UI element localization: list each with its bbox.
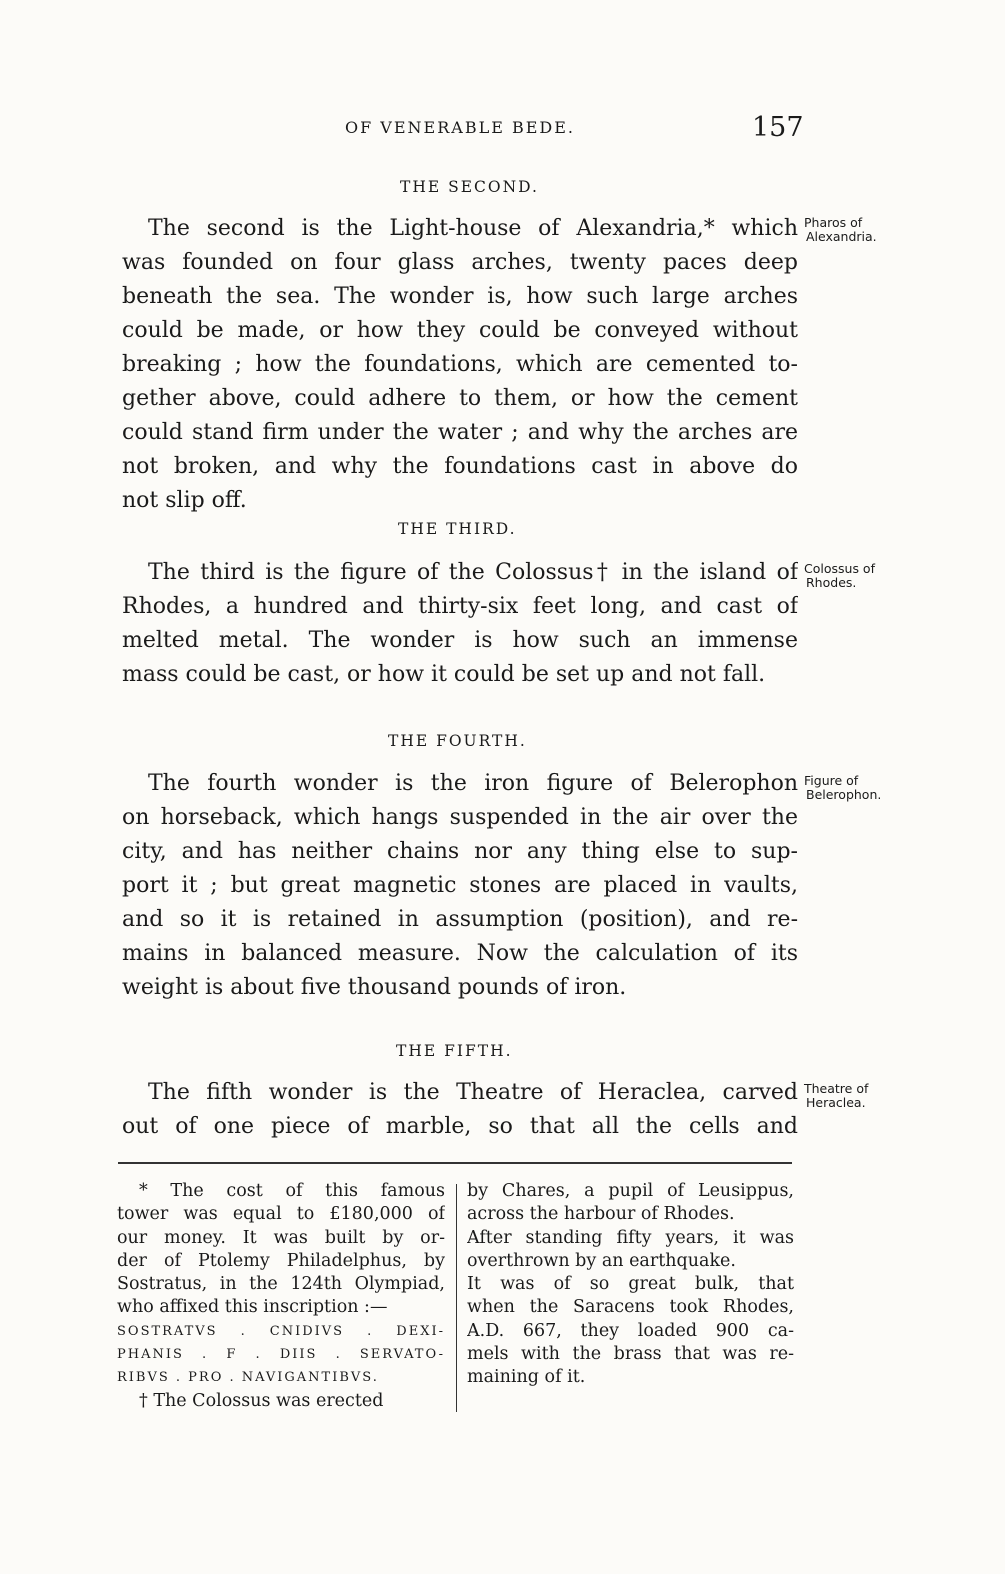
footnote-line: † The Colossus was erected [139,1390,384,1411]
marginal-note-line: Alexandria. [806,229,877,244]
text-line: port it ; but great magnetic stones are placed in vaults, [122,873,798,898]
text-line: breaking ; how the foundations, which are cemented to- [122,352,798,377]
marginal-note-line: Pharos of [804,215,863,230]
footnotes-right-column [467,1180,794,1390]
text-line: city, and has neither chains nor any thing else to sup- [122,839,798,864]
text-line: Rhodes, a hundred and thirty-six feet long, and cast of [122,594,798,619]
footnote-line: After standing fifty years, it was [467,1227,794,1248]
footnote-line: who affixed this inscription :— [117,1297,388,1318]
section-heading-fourth: THE FOURTH. [388,732,527,750]
footnote-line: It was of so great bulk, that [467,1274,794,1295]
paragraph-fifth [122,1076,798,1144]
marginal-note-line: Theatre of [804,1081,869,1096]
marginal-note-colossus [804,562,875,590]
running-title: OF VENERABLE BEDE. [345,118,575,137]
section-heading-fifth: THE FIFTH. [396,1042,513,1060]
text-line: The third is the figure of the Colossus† in the island of [148,560,798,585]
footnote-inscription-line: PHANIS . F . DIIS . SERVATO- [117,1347,445,1363]
footnote-line: across the harbour of Rhodes. [467,1204,735,1225]
text-line: could be made, or how they could be conveyed without [122,318,798,343]
footnote-line: maining of it. [467,1367,586,1388]
footnote-line: der of Ptolemy Philadelphus, by [117,1250,445,1271]
paragraph-fourth [122,767,798,1005]
paragraph-third [122,556,798,692]
text-line: The second is the Light-house of Alexandria,* which [148,216,798,241]
footnote-inscription-line: SOSTRATVS . CNIDIVS . DEXI- [117,1323,445,1339]
text-line: melted metal. The wonder is how such an immense [122,628,798,653]
text-line: beneath the sea. The wonder is, how such large arches [122,284,798,309]
footnotes-left-column [117,1180,445,1413]
section-heading-third: THE THIRD. [398,520,517,538]
text-line: not broken, and why the foundations cast in above do [122,454,798,479]
text-line: not slip off. [122,488,247,513]
footnote-line: overthrown by an earthquake. [467,1250,736,1271]
text-line: gether above, could adhere to them, or how the cement [122,386,798,411]
footnote-rule [118,1162,792,1164]
section-heading-second: THE SECOND. [400,178,539,196]
text-line: mass could be cast, or how it could be set up and not fall. [122,662,766,687]
text-line: was founded on four glass arches, twenty paces deep [122,250,798,275]
footnote-line: Sostratus, in the 124th Olympiad, [117,1274,445,1295]
marginal-note-line: Colossus of [804,561,875,576]
marginal-note-line: Figure of [804,773,859,788]
footnote-inscription-line: RIBVS . PRO . NAVIGANTIBVS. [117,1370,379,1386]
marginal-note-line: Heraclea. [806,1095,866,1110]
marginal-note-pharos [804,216,877,244]
text-line: on horseback, which hangs suspended in the air over the [122,805,798,830]
footnote-line: tower was equal to £180,000 of [117,1204,445,1225]
text-line: could stand firm under the water ; and why the arches are [122,420,798,445]
text-line: out of one piece of marble, so that all the cells and [122,1114,798,1139]
text-line: weight is about five thousand pounds of iron. [122,975,627,1000]
footnote-line: by Chares, a pupil of Leusippus, [467,1181,794,1201]
footnote-line: when the Saracens took Rhodes, [467,1297,794,1318]
footnote-column-divider [456,1184,457,1412]
text-line: mains in balanced measure. Now the calculation of its [122,941,798,966]
paragraph-second [122,212,798,518]
marginal-note-theatre [804,1082,868,1110]
page-number: 157 [752,112,804,143]
footnote-line: mels with the brass that was re- [467,1344,794,1365]
text-line: The fifth wonder is the Theatre of Heraclea, carved [148,1080,798,1105]
marginal-note-line: Rhodes. [806,575,857,590]
marginal-note-belerophon [804,774,881,802]
text-line: and so it is retained in assumption (position), and re- [122,907,798,932]
footnote-line: * The cost of this famous [139,1181,445,1201]
marginal-note-line: Belerophon. [806,787,882,802]
footnote-line: A.D. 667, they loaded 900 ca- [467,1320,794,1341]
text-line: The fourth wonder is the iron figure of Belerophon [148,771,798,796]
footnote-line: our money. It was built by or- [117,1227,445,1248]
